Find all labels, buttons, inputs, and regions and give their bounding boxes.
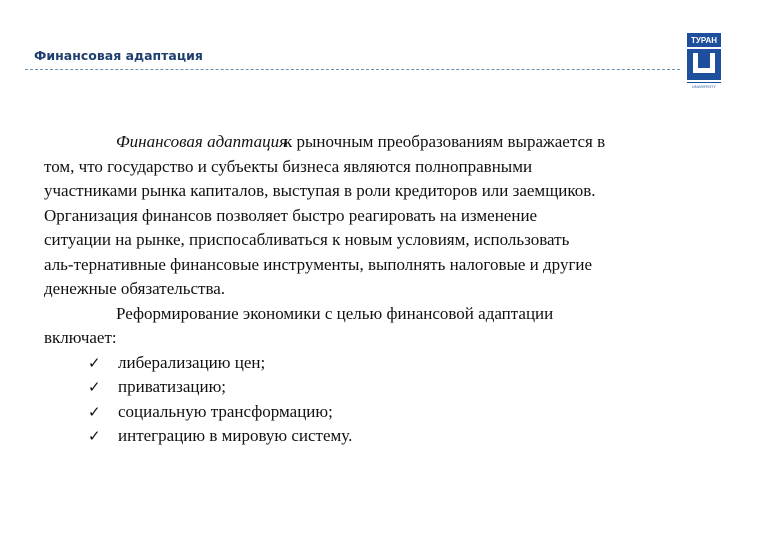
paragraph1-line: участниками рынка капиталов, выступая в роли кредиторов или заемщиков.: [44, 181, 596, 200]
list-item: [44, 351, 744, 376]
list-item: [44, 424, 744, 449]
list-item: [44, 400, 744, 425]
checkmark-icon: ✓: [88, 402, 101, 421]
list-item-text: приватизацию;: [118, 377, 227, 396]
turan-university-logo: [686, 32, 722, 90]
paragraph1-line: ситуации на рынке, приспосабливаться к новым условиям, использовать: [44, 230, 570, 249]
page-title: Финансовая адаптация: [34, 48, 203, 63]
paragraph1-line: к рыночным преобразованиям выражается в: [284, 132, 606, 151]
logo-bottom-text: UNIVERSITY: [691, 84, 717, 89]
checkmark-icon: ✓: [88, 427, 101, 445]
main-text: [44, 130, 744, 449]
term-financial-adaptation: Финансовая адаптация: [116, 132, 288, 151]
paragraph1-line: том, что государство и субъекты бизнеса являются полноправными: [44, 156, 533, 176]
paragraph1-line: аль-тернативные финансовые инструменты, выполнять налоговые и другие: [44, 254, 593, 274]
paragraph1-line: Организация финансов позволяет быстро реагировать на изменение: [44, 205, 538, 225]
list-item-text: интеграцию в мировую систему.: [118, 426, 353, 445]
header-divider: [25, 69, 680, 70]
list-item-text: либерализацию цен;: [118, 352, 266, 372]
logo-top-text: ТУРАН: [690, 36, 718, 45]
checkmark-icon: ✓: [88, 378, 101, 396]
paragraph2-line: Реформирование экономики с целью финансовой адаптации: [116, 303, 554, 323]
paragraph1-line: денежные обязательства.: [44, 279, 226, 298]
checkmark-icon: ✓: [88, 353, 101, 372]
list-item-text: социальную трансформацию;: [118, 401, 333, 421]
list-item: [44, 375, 744, 400]
paragraph1-first-line: [44, 130, 744, 155]
paragraph2-line: включает:: [44, 328, 117, 347]
